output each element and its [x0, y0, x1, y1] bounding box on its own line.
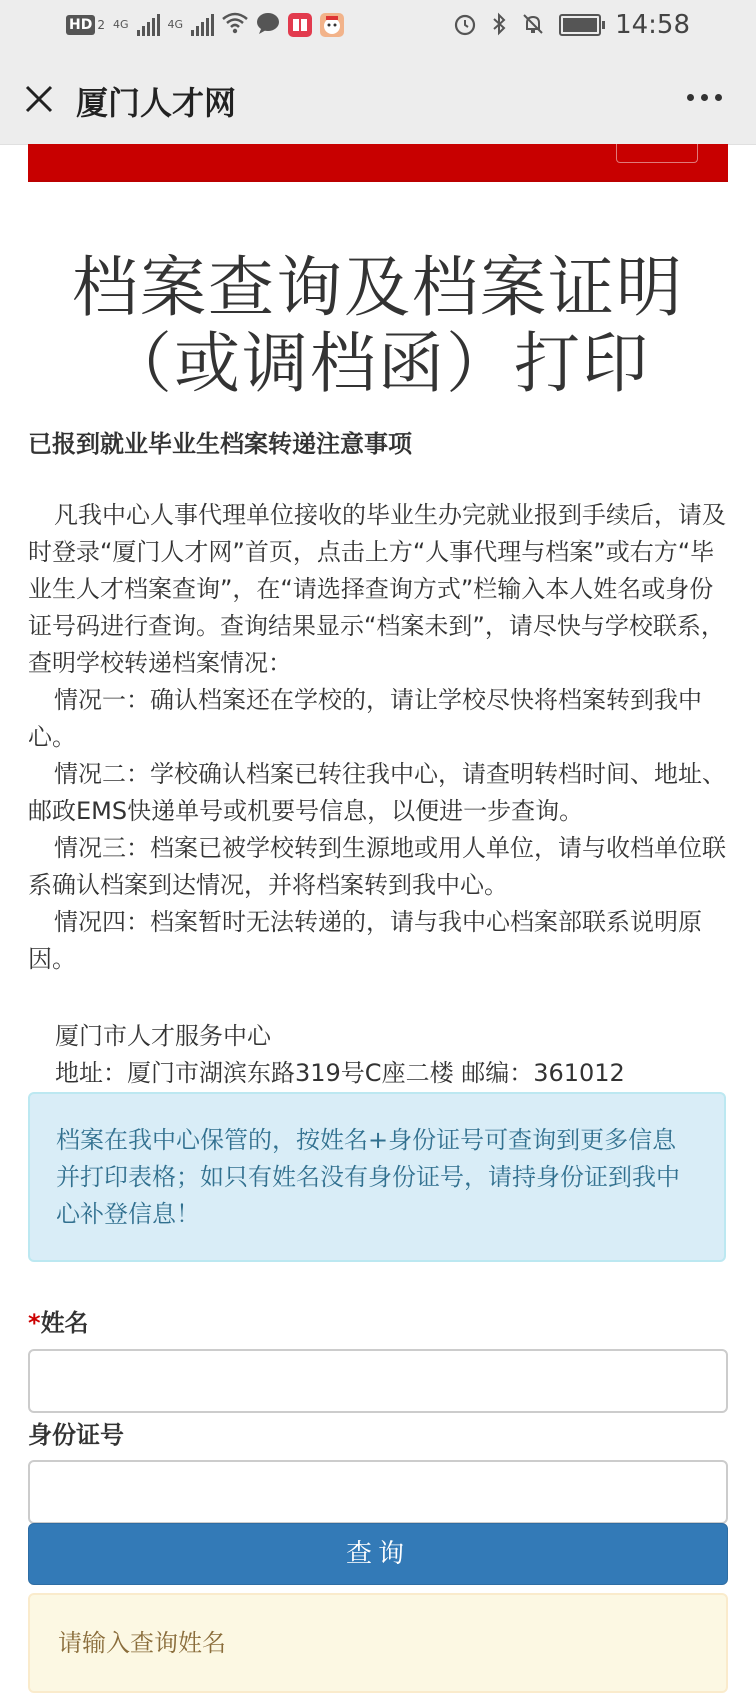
- notice-case-2: 情况二：学校确认档案已转往我中心，请查明转档时间、地址、邮政EMS快递单号或机要号信息，以便进一步查询。: [28, 760, 726, 825]
- status-bar: [0, 0, 756, 56]
- hd-icon: HD: [66, 15, 95, 35]
- sim-index: 2: [97, 18, 105, 32]
- required-mark: *: [28, 1309, 41, 1337]
- status-time: 14:58: [615, 10, 690, 40]
- query-button[interactable]: 查询: [28, 1523, 728, 1585]
- notice-paragraph: 凡我中心人事代理单位接收的毕业生办完就业报到手续后，请及时登录“厦门人才网”首页，点击上方“人事代理与档案”或右方“毕业生人才档案查询”，在“请选择查询方式”栏输入本人姓名或身份证号码进行查询。查询结果显示“档案未到”，请尽快与学校联系，查明学校转递档案情况：: [28, 501, 726, 677]
- chat-icon: [256, 12, 280, 38]
- notice-heading: 已报到就业毕业生档案转递注意事项: [28, 430, 412, 458]
- reader-app-icon: [288, 13, 312, 37]
- network-type-1: 4G: [112, 18, 129, 31]
- org-address: 地址：厦门市湖滨东路319号C座二楼 邮编：361012: [55, 1059, 625, 1087]
- app-title-bar: [0, 56, 756, 145]
- signal-icon: [137, 14, 160, 36]
- close-button[interactable]: [22, 82, 56, 116]
- name-label: *姓名: [28, 1309, 89, 1337]
- wifi-icon: [222, 12, 248, 38]
- page-title: 档案查询及档案证明（或调档函）打印: [72, 249, 684, 402]
- signal-icon-2: [191, 14, 214, 36]
- id-number-label: 身份证号: [28, 1421, 124, 1449]
- info-alert: 档案在我中心保管的，按姓名+身份证号可查询到更多信息并打印表格；如只有姓名没有身份证号，请持身份证到我中心补登信息！: [28, 1092, 726, 1262]
- more-icon: [687, 94, 694, 101]
- notice-body: [28, 497, 730, 978]
- app-title: 厦门人才网: [76, 84, 237, 122]
- status-right-icons: [453, 10, 690, 40]
- notice-case-3: 情况三：档案已被学校转到生源地或用人单位，请与收档单位联系确认档案到达情况，并将档案转到我中心。: [28, 834, 726, 899]
- contact-info: [55, 1018, 625, 1092]
- close-icon: [22, 82, 56, 116]
- name-input[interactable]: [28, 1349, 728, 1413]
- id-number-input[interactable]: [28, 1460, 728, 1524]
- alarm-icon: [453, 12, 477, 38]
- org-name: 厦门市人才服务中心: [55, 1022, 271, 1050]
- banner-menu-button[interactable]: [616, 144, 698, 163]
- bluetooth-icon: [491, 12, 507, 38]
- notice-case-1: 情况一：确认档案还在学校的，请让学校尽快将档案转到我中心。: [28, 686, 702, 751]
- notice-case-4: 情况四：档案暂时无法转递的，请与我中心档案部联系说明原因。: [28, 908, 702, 973]
- validation-warning: 请输入查询姓名: [28, 1593, 728, 1693]
- header-banner: [28, 144, 728, 182]
- status-left-icons: [66, 12, 344, 38]
- mute-icon: [521, 12, 545, 38]
- more-options-button[interactable]: [687, 94, 722, 101]
- battery-icon: [559, 14, 601, 36]
- cartoon-app-icon: [320, 13, 344, 37]
- network-type-2: 4G: [167, 18, 184, 31]
